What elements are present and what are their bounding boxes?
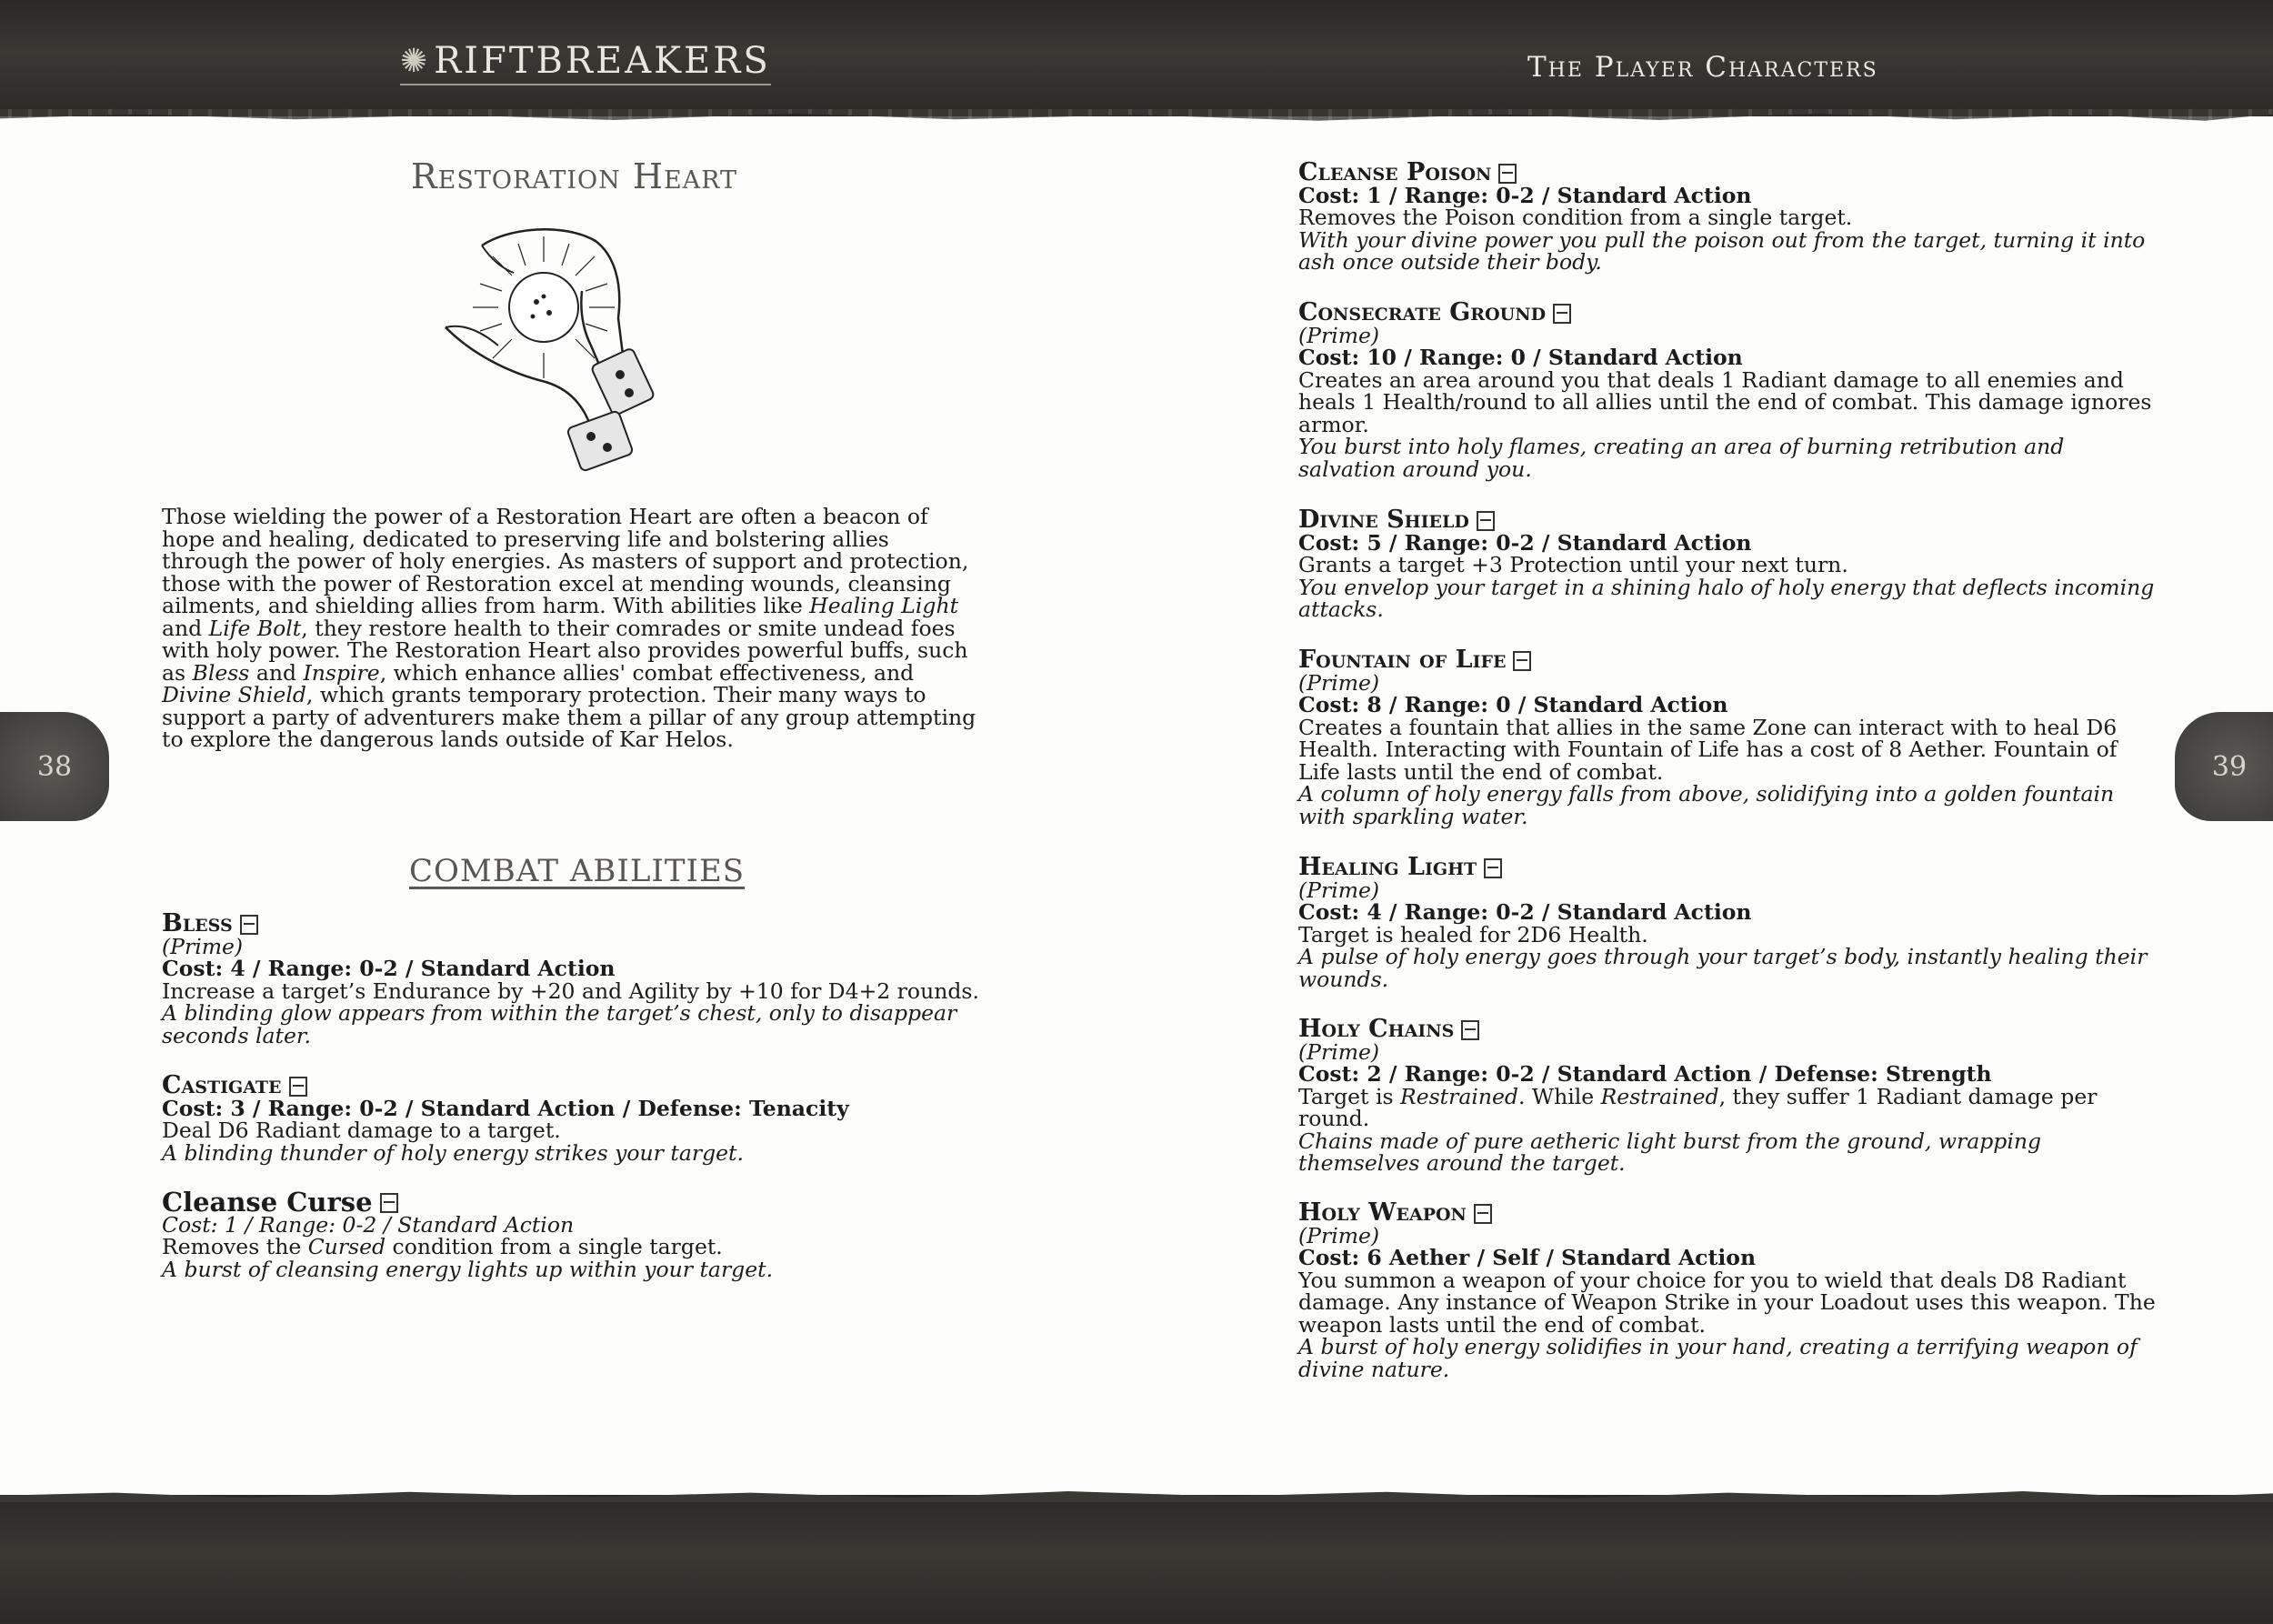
- ability-name: Healing Light: [1298, 853, 1477, 881]
- ability-bless: [162, 909, 1026, 1048]
- ability-flavor: A column of holy energy falls from above, solidifying into a golden fountain with sparkling water.: [1298, 781, 2115, 829]
- ability-description: Deal D6 Radiant damage to a target.: [162, 1118, 561, 1143]
- ability-description: Creates a fountain that allies in the same Zone can interact with to heal D6 Health. Interacting with Fountain of Life has a cost of 8 Aether. Fountain of Life lasts until the end of combat.: [1298, 714, 2118, 785]
- ability-description: You summon a weapon of your choice for you to wield that deals D8 Radiant damage. Any instance of Weapon Strike in your Loadout uses this weapon. The weapon lasts until the end of combat.: [1298, 1267, 2156, 1338]
- ability-name: Fountain of Life: [1298, 646, 1507, 674]
- ability-name: Castigate: [162, 1071, 282, 1099]
- ability-name: Holy Chains: [1298, 1015, 1455, 1043]
- action-icon: [1484, 858, 1502, 878]
- ability-cleanse-curse: [162, 1187, 1026, 1282]
- ability-cost: Cost: 3 / Range: 0-2 / Standard Action / Defense: Tenacity: [162, 1095, 849, 1121]
- ability-prime: (Prime): [1298, 669, 1380, 696]
- ability-cost: Cost: 6 Aether / Self / Standard Action: [1298, 1245, 1757, 1270]
- ability-cost: Cost: 1 / Range: 0-2 / Standard Action: [1298, 182, 1752, 208]
- ability-description: Target is Restrained. While Restrained, they suffer 1 Radiant damage per round.: [1298, 1083, 2098, 1131]
- ability-holy-chains: [1298, 1015, 2162, 1176]
- action-icon: [1474, 1204, 1492, 1224]
- ability-flavor: A burst of cleansing energy lights up within your target.: [162, 1256, 774, 1282]
- ability-prime: (Prime): [1298, 1038, 1380, 1065]
- ability-cost: Cost: 8 / Range: 0 / Standard Action: [1298, 692, 1728, 717]
- ability-castigate: [162, 1071, 1026, 1166]
- intro-paragraph: Those wielding the power of a Restoration Heart are often a beacon of hope and healing, dedicated to preserving life and bolstering allies through the power of holy energies. As masters of support and protection, those with the power of Restoration excel at mending wounds, cleansing ailments, and shielding allies from harm. With abilities like Healing Light and Life Bolt, they restore health to their comrades or smite undead foes with holy power. The Restoration Heart also provides powerful buffs, such as Bless and Inspire, which enhance allies' combat effectiveness, and Divine Shield, which grants temporary protection. Their many ways to support a party of adventurers make them a pillar of any group attempting to explore the dangerous lands outside of Kar Helos.: [162, 504, 976, 752]
- ability-healing-light: [1298, 853, 2162, 992]
- ability-name: Holy Weapon: [1298, 1198, 1467, 1227]
- ability-flavor: A blinding thunder of holy energy strikes your target.: [162, 1139, 744, 1166]
- action-icon: [1498, 164, 1517, 184]
- ability-name: Cleanse Poison: [1298, 158, 1492, 186]
- action-icon: [1513, 651, 1531, 671]
- ability-description: Increase a target’s Endurance by +20 and Agility by +10 for D4+2 rounds.: [162, 977, 979, 1004]
- ability-prime: (Prime): [1298, 877, 1380, 903]
- action-icon: [1477, 511, 1495, 531]
- ability-cost: Cost: 4 / Range: 0-2 / Standard Action: [162, 956, 616, 981]
- ability-name: Consecrate Ground: [1298, 298, 1547, 326]
- ability-fountain-of-life: [1298, 646, 2162, 829]
- sunburst-icon: ✺: [400, 42, 431, 80]
- ability-flavor: You envelop your target in a shining halo of holy energy that deflects incoming attacks.: [1298, 574, 2155, 622]
- ability-name: Divine Shield: [1298, 506, 1469, 534]
- ability-cost: Cost: 2 / Range: 0-2 / Standard Action / Defense: Strength: [1298, 1061, 1992, 1087]
- footer-band: [0, 1495, 2273, 1624]
- ability-description: Grants a target +3 Protection until your next turn.: [1298, 552, 1848, 577]
- ability-description: Target is healed for 2D6 Health.: [1298, 921, 1648, 947]
- ability-cost: Cost: 10 / Range: 0 / Standard Action: [1298, 345, 1743, 370]
- ability-flavor: You burst into holy flames, creating an area of burning retribution and salvation around you.: [1298, 434, 2065, 482]
- ability-cost: Cost: 1 / Range: 0-2 / Standard Action: [162, 1211, 575, 1238]
- ability-prime: (Prime): [1298, 322, 1380, 348]
- ability-name: Cleanse Curse: [162, 1187, 373, 1218]
- ability-flavor: Chains made of pure aetheric light burst from the ground, wrapping themselves around the target.: [1298, 1128, 2042, 1176]
- ability-cost: Cost: 5 / Range: 0-2 / Standard Action: [1298, 529, 1752, 556]
- page-heading: Restoration Heart: [411, 156, 738, 196]
- ability-consecrate-ground: [1298, 298, 2162, 482]
- action-icon: [380, 1193, 398, 1213]
- brand-logo: [400, 40, 771, 85]
- action-icon: [240, 915, 258, 935]
- ability-cost: Cost: 4 / Range: 0-2 / Standard Action: [1298, 899, 1752, 925]
- combat-abilities-heading: COMBAT ABILITIES: [409, 853, 746, 889]
- ability-holy-weapon: [1298, 1198, 2162, 1382]
- ability-divine-shield: [1298, 506, 2162, 622]
- brand-name: RIFTBREAKERS: [434, 40, 771, 82]
- page-number-left: 38: [0, 712, 109, 821]
- ability-flavor: A burst of holy energy solidifies in your hand, creating a terrifying weapon of divine nature.: [1298, 1334, 2138, 1382]
- ability-name: Bless: [162, 909, 233, 937]
- action-icon: [289, 1077, 307, 1097]
- ability-description: Removes the Poison condition from a single target.: [1298, 205, 1853, 230]
- action-icon: [1461, 1020, 1479, 1040]
- ability-description: Creates an area around you that deals 1 Radiant damage to all enemies and heals 1 Health/round to all allies until the end of combat. This damage ignores armor.: [1298, 366, 2152, 437]
- ability-description: Removes the Cursed condition from a single target.: [162, 1234, 723, 1259]
- ability-flavor: A blinding glow appears from within the target’s chest, only to disappear seconds later.: [162, 1000, 957, 1048]
- section-title: The Player Characters: [1527, 51, 1878, 84]
- hands-holding-orb-illustration: [427, 218, 700, 491]
- ability-cleanse-poison: [1298, 158, 2162, 275]
- ability-prime: (Prime): [162, 933, 244, 959]
- action-icon: [1553, 304, 1571, 324]
- page-number-right: 39: [2175, 712, 2273, 821]
- ability-flavor: With your divine power you pull the poison out from the target, turning it into ash once outside their body.: [1298, 226, 2146, 275]
- ability-flavor: A pulse of holy energy goes through your target’s body, instantly healing their wounds.: [1298, 944, 2148, 992]
- header-band: [0, 0, 2273, 116]
- ability-prime: (Prime): [1298, 1222, 1380, 1248]
